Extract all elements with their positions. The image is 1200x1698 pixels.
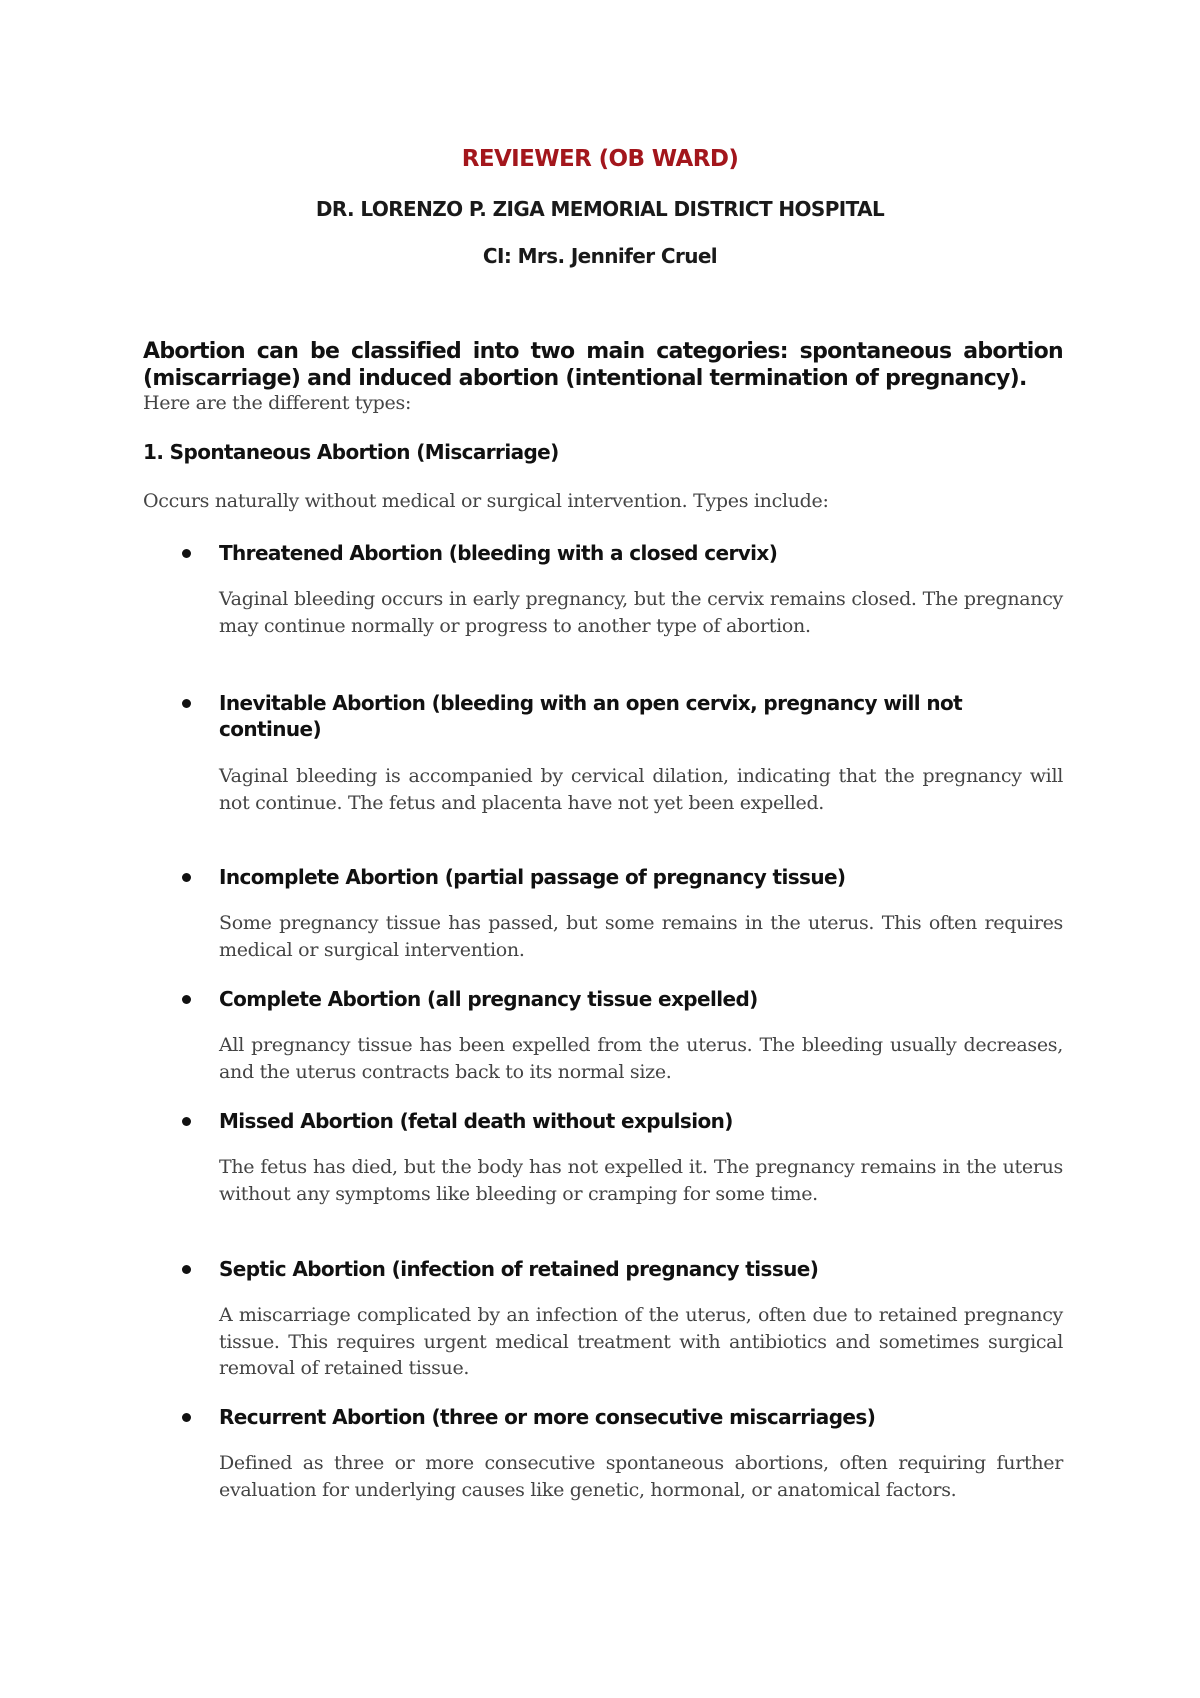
section-intro: Occurs naturally without medical or surgical intervention. Types include: — [143, 490, 829, 512]
bullet-icon — [182, 1413, 191, 1422]
item-description: All pregnancy tissue has been expelled from the uterus. The bleeding usually decreases, and the uterus contracts back to its normal size. — [219, 1034, 1063, 1083]
item-description: The fetus has died, but the body has not expelled it. The pregnancy remains in the uterus without any symptoms like bleeding or cramping for some time. — [219, 1156, 1063, 1205]
item-title: Inevitable Abortion (bleeding with an open cervix, pregnancy will not continue) — [219, 691, 963, 741]
document-title: REVIEWER (OB WARD) — [461, 146, 739, 172]
item-title: Incomplete Abortion (partial passage of pregnancy tissue) — [219, 865, 846, 889]
bullet-icon — [182, 1265, 191, 1274]
item-title: Septic Abortion (infection of retained pregnancy tissue) — [219, 1257, 819, 1281]
section-heading: 1. Spontaneous Abortion (Miscarriage) — [143, 440, 559, 464]
bullet-icon — [182, 1117, 191, 1126]
bullet-icon — [182, 873, 191, 882]
intro-subtext: Here are the different types: — [143, 392, 412, 414]
item-description: Vaginal bleeding is accompanied by cervical dilation, indicating that the pregnancy will not continue. The fetus and placenta have not yet been expelled. — [219, 765, 1063, 814]
bullet-icon — [182, 995, 191, 1004]
item-title: Recurrent Abortion (three or more consecutive miscarriages) — [219, 1405, 876, 1429]
item-description: Vaginal bleeding occurs in early pregnancy, but the cervix remains closed. The pregnancy may continue normally or progress to another type of abortion. — [219, 588, 1063, 637]
item-title: Complete Abortion (all pregnancy tissue expelled) — [219, 987, 758, 1011]
intro-statement: Abortion can be classified into two main categories: spontaneous abortion (miscarriage) and induced abortion (intentional termination of pregnancy). — [143, 339, 1063, 391]
item-title: Missed Abortion (fetal death without expulsion) — [219, 1109, 733, 1133]
item-description: Defined as three or more consecutive spontaneous abortions, often requiring further evaluation for underlying causes like genetic, hormonal, or anatomical factors. — [219, 1452, 1063, 1501]
bullet-icon — [182, 699, 191, 708]
item-description: Some pregnancy tissue has passed, but some remains in the uterus. This often requires medical or surgical intervention. — [219, 912, 1063, 961]
item-description: A miscarriage complicated by an infection of the uterus, often due to retained pregnancy tissue. This requires urgent medical treatment with antibiotics and sometimes surgical removal of retained tissue. — [219, 1304, 1063, 1379]
hospital-name: DR. LORENZO P. ZIGA MEMORIAL DISTRICT HOSPITAL — [315, 197, 885, 221]
clinical-instructor: CI: Mrs. Jennifer Cruel — [482, 244, 718, 268]
bullet-icon — [182, 549, 191, 558]
item-title: Threatened Abortion (bleeding with a closed cervix) — [219, 541, 778, 565]
